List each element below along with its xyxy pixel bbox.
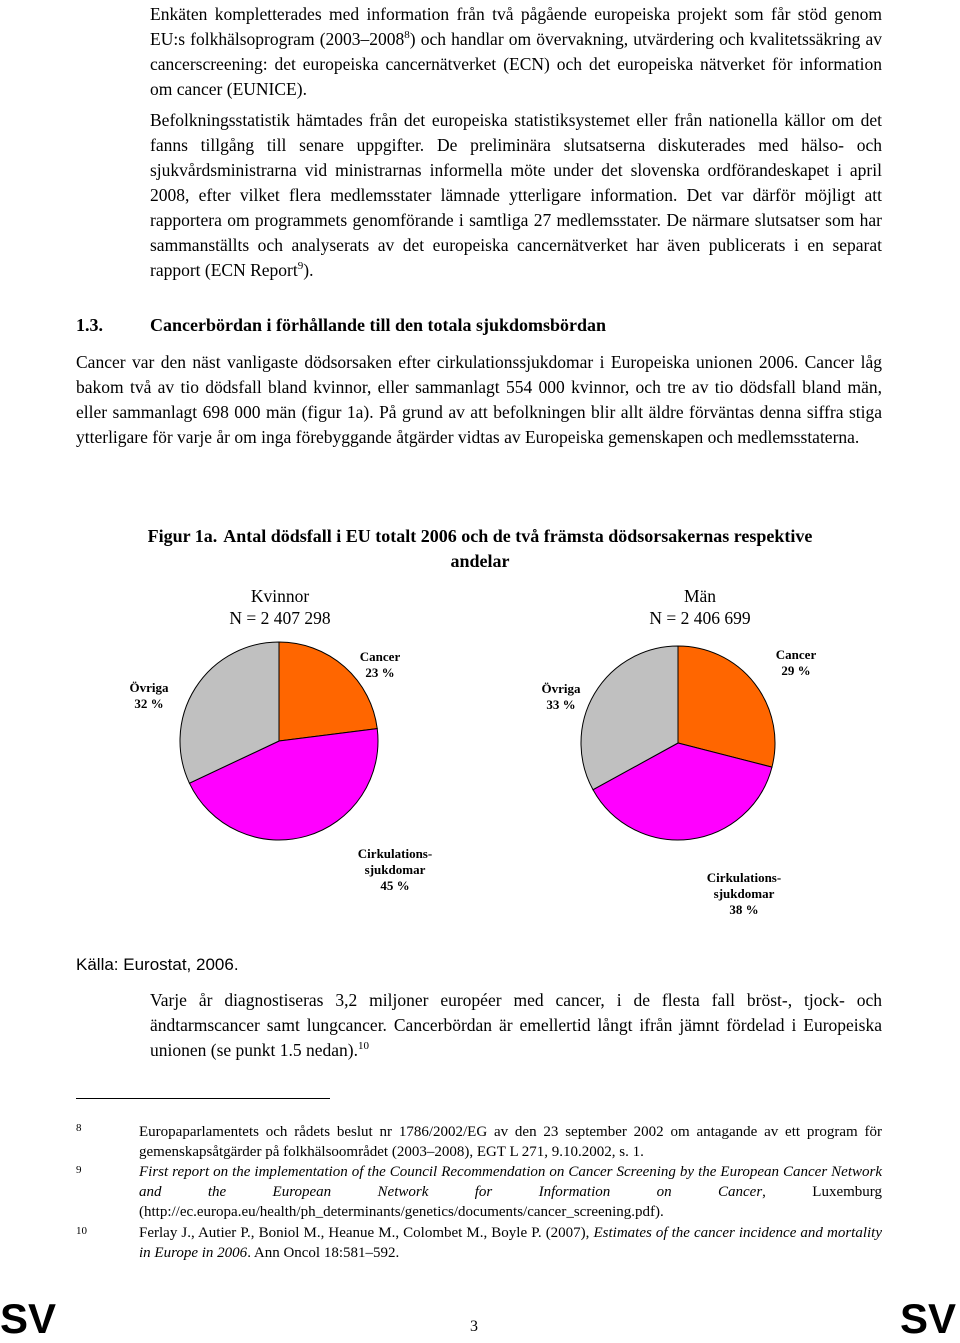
population-statistics-paragraph: Befolkningsstatistik hämtades från det europeiska statistiksystemet eller från nationella källor om det fanns tillgång till senare uppgifter. De preliminära slutsatserna diskuterades med hälso- och sjukvårdsministrarna vid ministrarnas informella möte under det slovenska ordförandeskapet i april 2008, efter vilket flera medlemsstater lämnade ytterligare information. Det var därför möjligt att rapportera om programmets genomförande i samtliga 27 medlemsstater. De närmare slutsatser som har sammanställts och analyserats av det europeiska cancernätverket har även publicerats i en separat rapport (ECN Report$^9$). (150, 110, 882, 280)
figure-source: Källa: Eurostat, 2006. (76, 955, 239, 974)
footnote-text: Ferlay J., Autier P., Boniol M., Heanue M., Colombet M., Boyle P. (2007), Estimates of the cancer incidence and mortality in Europe in 2006. Ann Oncol 18:581–592. (139, 1225, 882, 1261)
page-number: 3 (470, 1318, 478, 1335)
pie-women-label-other: Övriga 32 % (129, 680, 169, 711)
language-code-left: SV (0, 1295, 57, 1342)
pie-women-label-cancer: Cancer 23 % (359, 649, 401, 680)
diagnosis-paragraph: Varje år diagnostiseras 3,2 miljoner européer med cancer, i de flesta fall bröst-, tjock- och ändtarmscancer samt lungcancer. Cancerbördan är emellertid långt ifrån jämnt fördelad i Europeiska unionen (se punkt 1.5 nedan).$^{10}$ (150, 990, 882, 1060)
pie-men-label-cancer: Cancer 29 % (775, 647, 817, 678)
footnote-number: 10 (76, 1225, 87, 1237)
footnote-text: First report on the implementation of the Council Recommendation on Cancer Screening by the European Cancer Network and the European Network for Information on Cancer, Luxemburg (http://ec.europa.eu/health/ph_determinants/genetics/documents/cancer_screening.pdf). (139, 1164, 883, 1220)
section-title: Cancerbördan i förhållande till den totala sjukdomsbördan (150, 315, 607, 335)
section-number: 1.3. (76, 315, 103, 335)
pie-men-title: Män N = 2 406 699 (649, 586, 751, 628)
figure-caption: Figur 1a. Antal dödsfall i EU totalt 2006 och de två främsta dödsorsakernas respektive andelar (147, 526, 813, 571)
footnote-text: Europaparlamentets och rådets beslut nr 1786/2002/EG av den 23 september 2002 om antagande av ett program för gemenskapsåtgärder på folkhälsoområdet (2003–2008), EGT L 271, 9.10.2002, s. 1. (139, 1124, 882, 1160)
pie-women-label-circulatory: Cirkulations- sjukdomar 45 % (357, 846, 433, 893)
footnote-ref-10[interactable]: 10 (358, 1040, 370, 1053)
pie-chart-men (580, 645, 776, 841)
footnote-number: 8 (76, 1122, 82, 1134)
footnote-ref-8[interactable]: 8 (404, 29, 410, 42)
language-code-right: SV (900, 1295, 957, 1342)
pie-women-title: Kvinnor N = 2 407 298 (229, 586, 331, 628)
section-heading (76, 315, 876, 336)
pie-men-label-circulatory: Cirkulations- sjukdomar 38 % (706, 870, 782, 917)
footnote-separator (76, 1098, 330, 1099)
pie-men-label-other: Övriga 33 % (541, 681, 581, 712)
intro-paragraph: Enkäten kompletterades med information från två pågående europeiska projekt som får stöd genom EU:s folkhälsoprogram (2003–2008$^8$) och handlar om övervakning, utvärdering och kvalitetssäkring av cancerscreening: det europeiska cancernätverket (ECN) och det europeiska nätverket för information om cancer (EUNICE). (150, 4, 882, 99)
footnote-ref-9[interactable]: 9 (297, 260, 304, 273)
footnote-number: 9 (76, 1164, 82, 1176)
footnote-url[interactable]: , Luxemburg (http://ec.europa.eu/health/ph_determinants/genetics/documents/cancer_screening.pdf). (139, 1184, 883, 1220)
cancer-burden-paragraph: Cancer var den näst vanligaste dödsorsaken efter cirkulationssjukdomar i Europeiska unionen 2006. Cancer låg bakom två av tio dödsfall bland kvinnor, eller sammanlagt 554 000 kvinnor, och tre av tio dödsfall bland män, eller sammanlagt 698 000 män (figur 1a). På grund av att befolkningen blir allt äldre förväntas denna siffra stiga ytterligare för varje år om inga förebyggande åtgärder vidtas av Europeiska gemenskapen och medlemsstaterna. (76, 352, 882, 447)
